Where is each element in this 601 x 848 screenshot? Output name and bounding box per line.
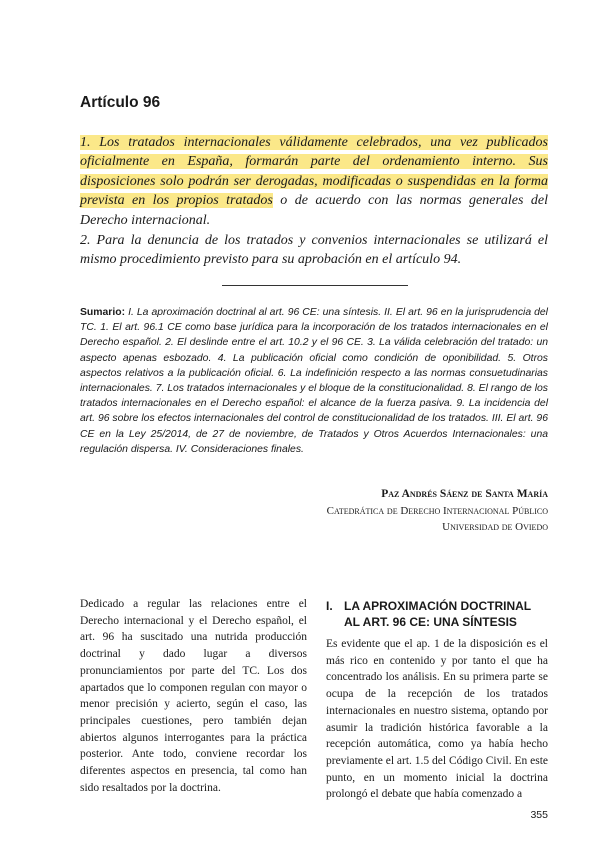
section-heading — [326, 598, 548, 630]
article-paragraph-2: 2. Para la denuncia de los tratados y convenios internacionales se utilizará el mismo procedimiento previsto para su aprobación en el artículo 94. — [80, 233, 548, 268]
author-name: Paz Andrés Sáenz de Santa María — [381, 488, 548, 500]
right-column-text: Es evidente que el ap. 1 de la disposición es el más rico en contenido y por tanto el que ha concentrado los análisis. En su primera parte se ocupa de la recepción de los tratados internacionales en nuestro sistema, optando por asumir la tradición histórica favorable a la recepción automática, como ya había hecho previamente el art. 1.5 del Código Civil. En este punto, en un momento inicial la doctrina prolongó el debate que había comenzado a — [326, 638, 548, 801]
section-title-line-2: AL ART. 96 CE: UNA SÍNTESIS — [344, 615, 517, 629]
page-number: 355 — [530, 809, 548, 821]
section-number: I. — [326, 599, 333, 613]
article-paragraph-1 — [80, 133, 548, 230]
left-column-text: Dedicado a regular las relaciones entre el Derecho internacional y el Derecho español, el art. 96 ha suscitado una nutrida producción doctrinal y dado lugar a diversos pronunciamientos por parte del TC. Los dos apartados que lo componen regulan con mayor o menor precisión y acierto, según el caso, las principales cuestiones, pero también dejan abiertos algunos interrogantes para la práctica posterior. Ante todo, conviene recordar los diferentes aspectos en presencia, tal como han sido resaltados por la doctrina. — [80, 598, 307, 794]
article-title: Artículo 96 — [80, 94, 161, 111]
summary-text: I. La aproximación doctrinal al art. 96 CE: una síntesis. II. El art. 96 en la jurisprudencia del TC. 1. El art. 96.1 CE como base jurídica para la incorporación de los tratados internacionales en el Derecho español. 2. El deslinde entre el art. 10.2 y el 96 CE. 3. La válida celebración del tratado: un aspecto apenas esbozado. 4. La publicación oficial como condición de oponibilidad. 5. Otros aspectos relativos a la publicación oficial. 6. La indefinición respecto a las normas consuetudinarias internacionales. 7. Los tratados internacionales y el bloque de la constitucionalidad. 8. El rango de los tratados internacionales en el Derecho español: el alcance de la fuerza pasiva. 9. La incidencia del art. 96 sobre los efectos internacionales del control de constitucionalidad de los tratados. III. El art. 96 CE en la Ley 25/2014, de 27 de noviembre, de Tratados y Otros Acuerdos Internacionales: una regulación dispersa. IV. Consideraciones finales. — [80, 307, 548, 455]
separator-rule — [222, 285, 408, 286]
summary-label: Sumario: — [80, 307, 126, 318]
section-title-line-1: LA APROXIMACIÓN DOCTRINAL — [344, 599, 532, 613]
author-university: Universidad de Oviedo — [442, 521, 548, 533]
summary-block — [80, 305, 548, 457]
paragraph-1-rest: o de acuerdo con las normas generales del Derecho internacional. — [80, 193, 548, 228]
author-position: Catedrática de Derecho Internacional Público — [326, 505, 548, 517]
highlighted-text: 1. Los tratados internacionales válidamente celebrados, una vez publicados oficialmente en España, formarán parte del ordenamiento interno. Sus disposiciones solo podrán ser derogadas, modificadas o suspendidas en la forma prevista en los propios tratados — [80, 135, 548, 209]
